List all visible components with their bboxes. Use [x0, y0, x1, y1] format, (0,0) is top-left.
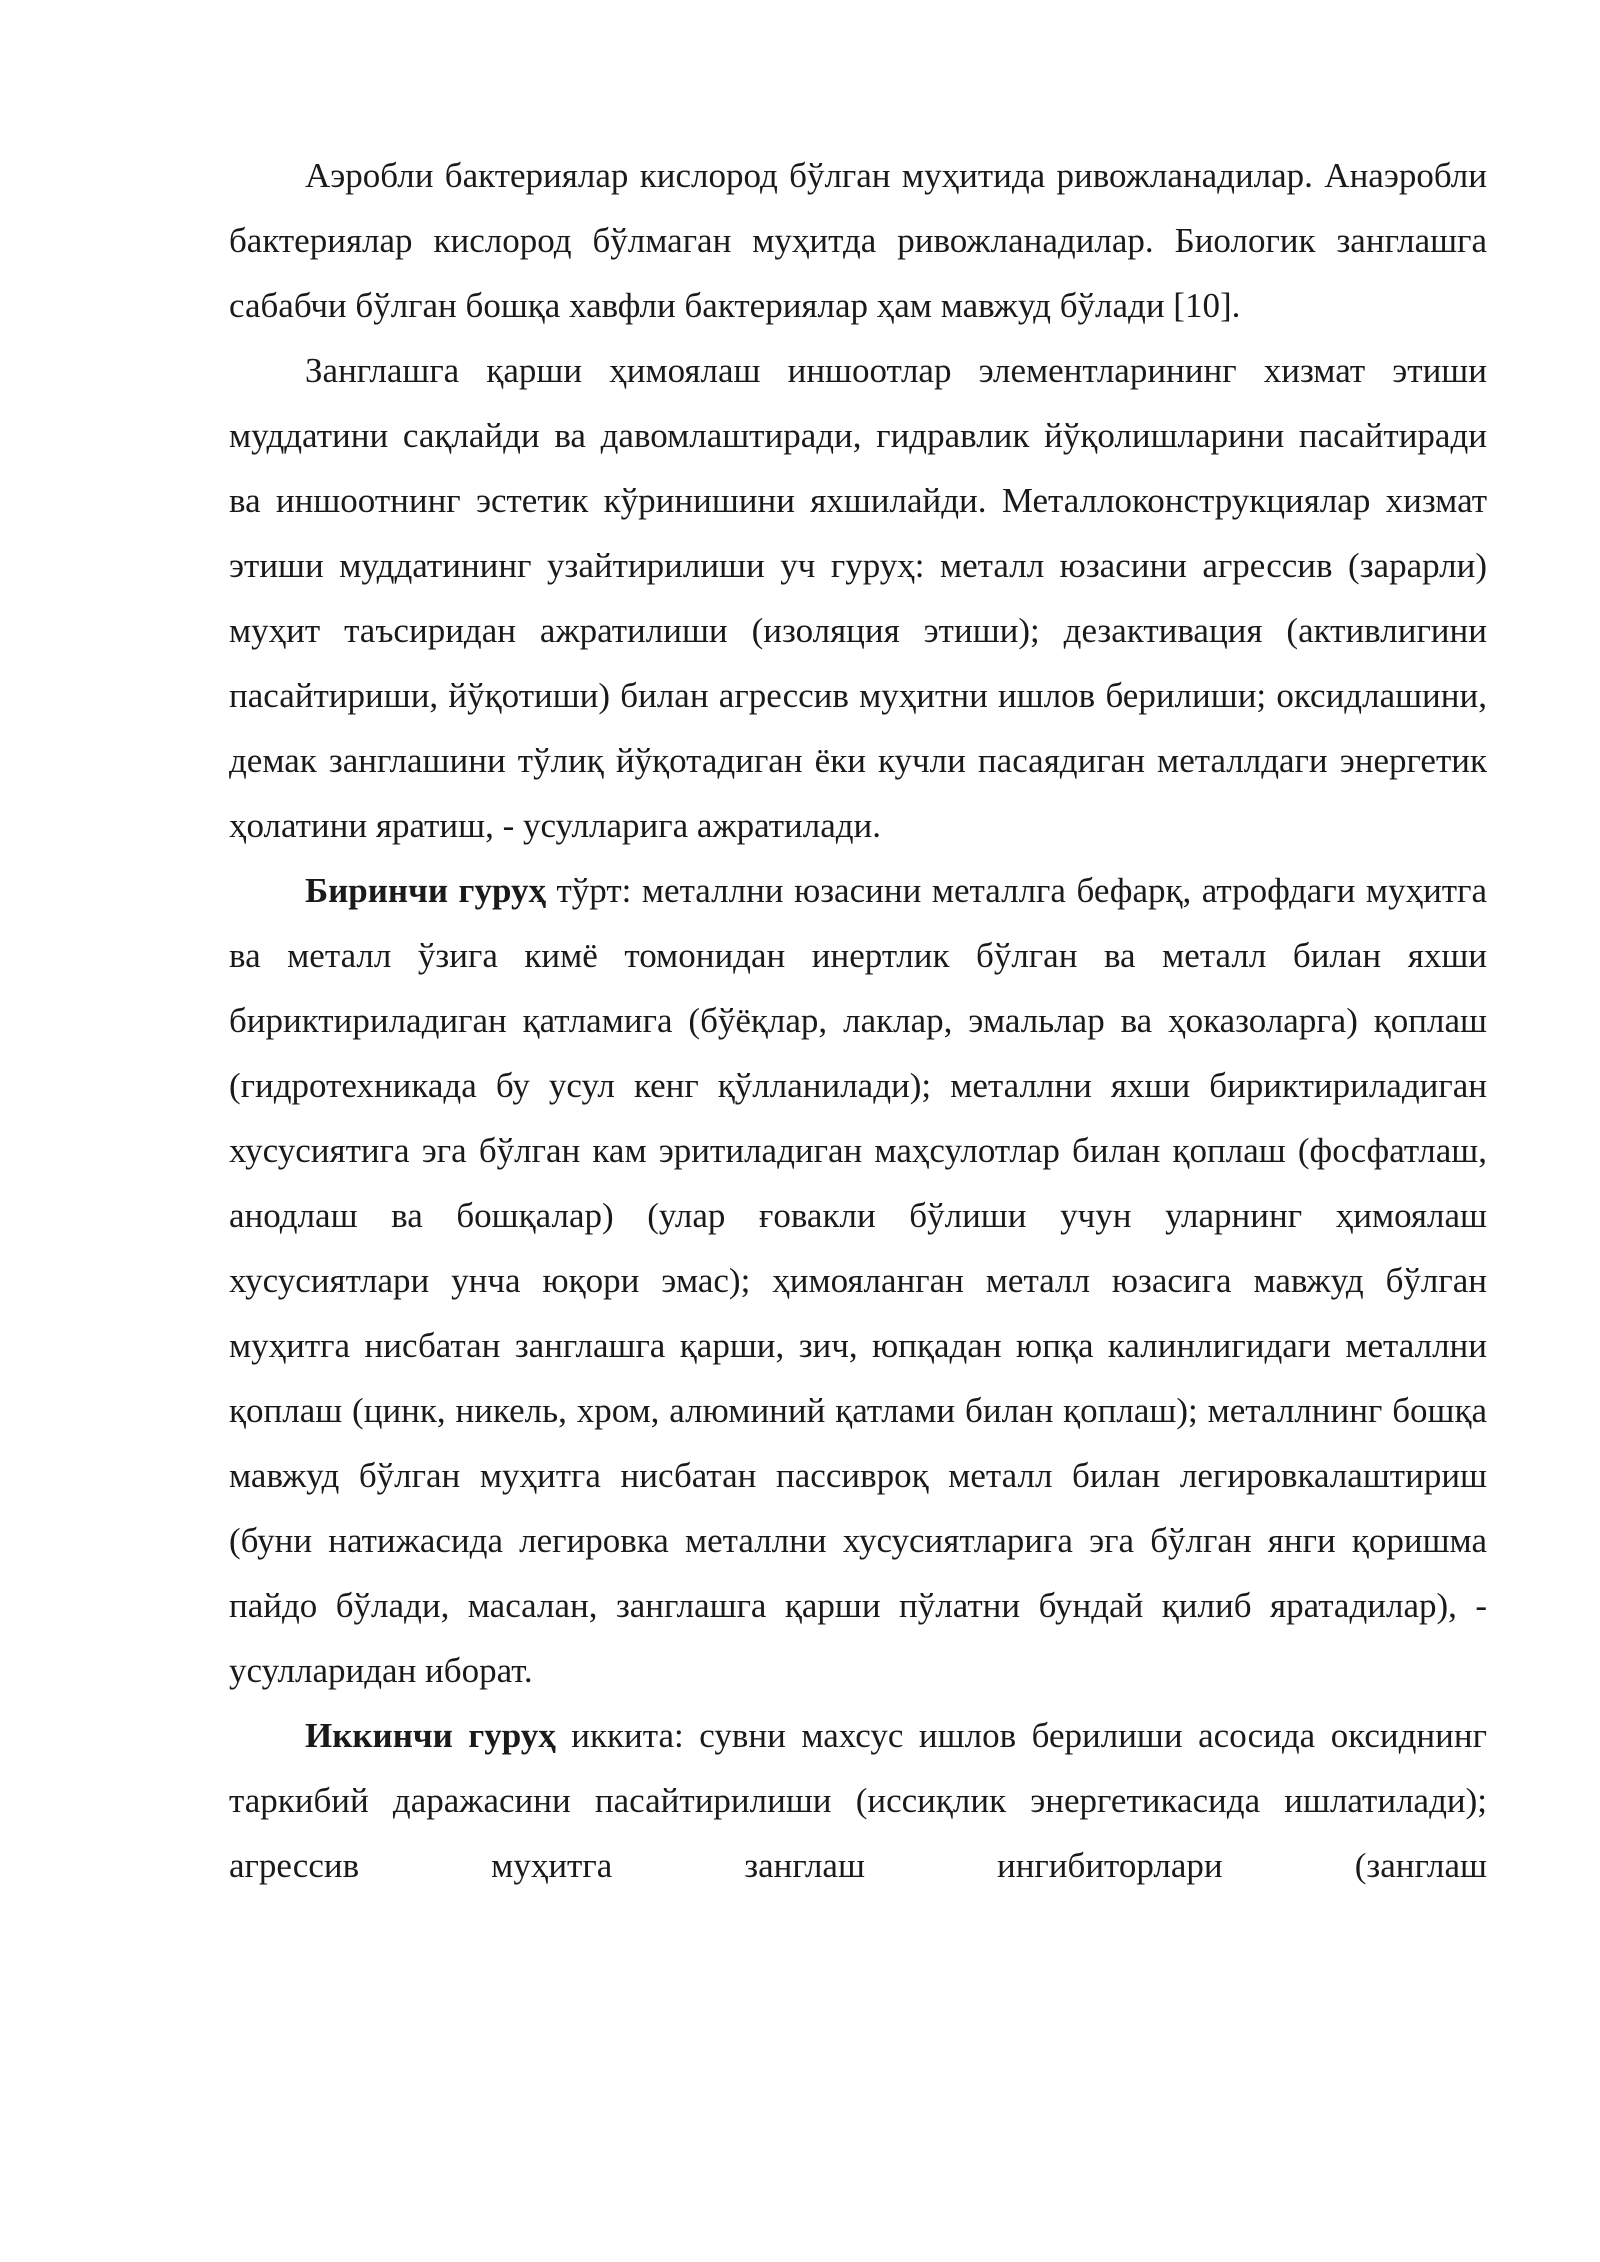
paragraph-second-group [229, 1703, 1487, 1898]
paragraph-text: тўрт: металлни юзасини металлга бефарқ, атрофдаги муҳитга ва металл ўзига кимё томонидан инертлик бўлган ва металл билан яхши бириктириладиган қатламига (бўёқлар, лаклар, эмальлар ва ҳоказоларга) қоплаш (гидротехникада бу усул кенг қўлланилади); металлни яхши бириктириладиган хусусиятига эга бўлган кам эритиладиган маҳсулотлар билан қоплаш (фосфатлаш, анодлаш ва бошқалар) (улар ғовакли бўлиши учун уларнинг ҳимоялаш хусусиятлари унча юқори эмас); ҳимояланган металл юзасига мавжуд бўлган муҳитга нисбатан занглашга қарши, зич, юпқадан юпқа калинлигидаги металлни қоплаш (цинк, никель, хром, алюминий қатлами билан қоплаш); металлнинг бошқа мавжуд бўлган муҳитга нисбатан пассивроқ металл билан легировкалаштириш (буни натижасида легировка металлни хусусиятларига эга бўлган янги қоришма пайдо бўлади, масалан, занглашга қарши пўлатни бундай қилиб яратадилар), - усулларидан иборат. [229, 871, 1487, 1690]
paragraph-lead-bold: Биринчи гуруҳ [305, 871, 546, 910]
paragraph-text: Занглашга қарши ҳимоялаш иншоотлар элементларининг хизмат этиши муддатини сақлайди ва давомлаштиради, гидравлик йўқолишларини пасайтиради ва иншоотнинг эстетик кўринишини яхшилайди. Металлоконструкциялар хизмат этиши муддатининг узайтирилиши уч гуруҳ: металл юзасини агрессив (зарарли) муҳит таъсиридан ажратилиши (изоляция этиши); дезактивация (активлигини пасайтириши, йўқотиши) билан агрессив муҳитни ишлов берилиши; оксидлашини, демак занглашини тўлиқ йўқотадиган ёки кучли пасаядиган металлдаги энергетик ҳолатини яратиш, - усулларига ажратилади. [229, 351, 1487, 845]
paragraph-text: Аэробли бактериялар кислород бўлган муҳитида ривожланадилар. Анаэробли бактериялар кислород бўлмаган муҳитда ривожланадилар. Биологик занглашга сабабчи бўлган бошқа хавфли бактериялар ҳам мавжуд бўлади [10]. [229, 156, 1487, 325]
paragraph-first-group [229, 858, 1487, 1703]
document-body [229, 143, 1487, 1898]
paragraph-text: иккита: сувни махсус ишлов берилиши асосида оксиднинг таркибий даражасини пасайтирилиши (иссиқлик энергетикасида ишлатилади); агрессив муҳитга занглаш ингибиторлари (занглаш [229, 1716, 1487, 1885]
paragraph-lead-bold: Иккинчи гуруҳ [305, 1716, 556, 1755]
paragraph-corrosion-protection [229, 338, 1487, 858]
paragraph-aerobic-bacteria [229, 143, 1487, 338]
